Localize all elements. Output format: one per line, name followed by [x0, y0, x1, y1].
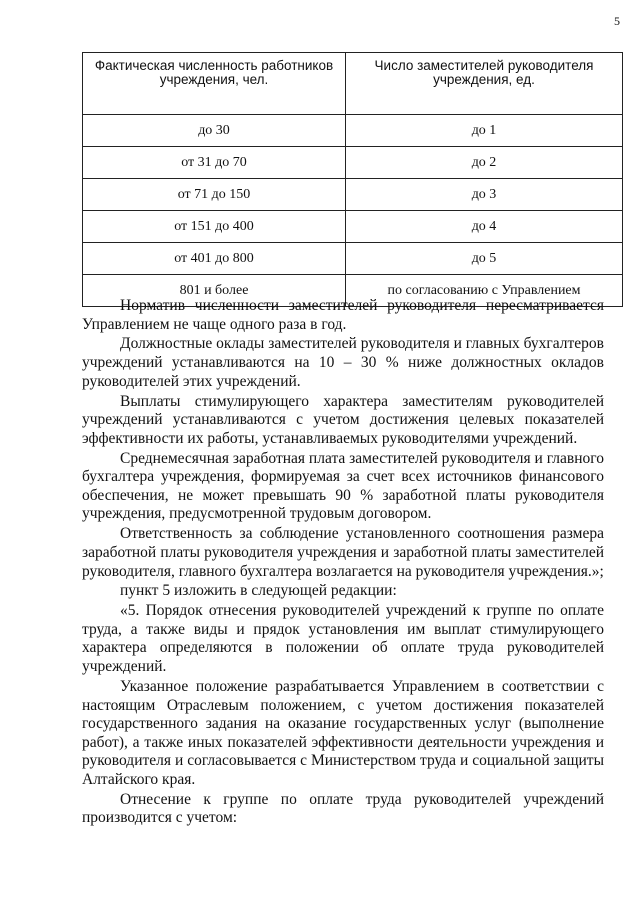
table-row: [83, 211, 623, 243]
staff-range-cell: 801 и более: [83, 275, 346, 307]
paragraph-official-salaries: Должностные оклады заместителей руководителя и главных бухгалтеров учреждений устанавливаются на 10 – 30 % ниже должностных окладов руководителей этих учреждений.: [82, 335, 604, 390]
paragraph-staffing-norm: Норматив численности заместителей руководителя пересматривается Управлением не чаще одного раза в год.: [82, 297, 604, 333]
staff-range-cell: от 71 до 150: [83, 179, 346, 211]
paragraph-clause-5: «5. Порядок отнесения руководителей учреждений к группе по оплате труда, а также виды и прядок установления им выплат стимулирующего характера определяются в положении об оплате труда руководителей учреждений.: [82, 602, 604, 676]
table-row: [83, 147, 623, 179]
document-body: [82, 297, 604, 829]
table-row: [83, 115, 623, 147]
deputy-limit-cell: до 1: [346, 115, 623, 147]
deputy-limit-cell: до 3: [346, 179, 623, 211]
deputy-limit-cell: до 4: [346, 211, 623, 243]
staff-range-cell: до 30: [83, 115, 346, 147]
deputy-limit-cell: до 2: [346, 147, 623, 179]
paragraph-amendment-intro: пункт 5 изложить в следующей редакции:: [120, 582, 397, 600]
deputy-limit-cell: до 5: [346, 243, 623, 275]
paragraph-incentive-payments: Выплаты стимулирующего характера заместителям руководителей учреждений устанавливаются с учетом достижения целевых показателей эффективности их работы, устанавливаемых руководителями учреждений.: [82, 392, 604, 447]
table-row: [83, 243, 623, 275]
deputy-limit-cell: по согласованию с Управлением: [346, 275, 623, 307]
staff-range-cell: от 31 до 70: [83, 147, 346, 179]
staff-range-cell: от 401 до 800: [83, 243, 346, 275]
header-staff-count: Фактическая численность работников учреждения, чел.: [83, 53, 346, 115]
paragraph-regulation-development: Указанное положение разрабатывается Управлением в соответствии с настоящим Отраслевым положением, с учетом достижения показателей государственного задания на оказание государственных услуг (выполнение работ), а также иных показателей эффективности деятельности учреждения и руководителя и согласовывается с Министерством труда и социальной защиты Алтайского края.: [82, 677, 604, 788]
paragraph-pay-group-criteria: Отнесение к группе по оплате труда руководителей учреждений производится с учетом:: [82, 790, 604, 827]
header-deputy-count: Число заместителей руководителя учреждения, ед.: [346, 53, 623, 115]
table-header-row: [83, 53, 623, 115]
table-row: [83, 179, 623, 211]
deputy-ratio-table: [82, 52, 623, 307]
paragraph-average-salary: Среднемесячная заработная плата заместителей руководителя и главного бухгалтера учреждения, формируемая за счет всех источников финансового обеспечения, не может превышать 90 % заработной платы руководителя учреждения, предусмотренной трудовым договором.: [82, 449, 604, 523]
paragraph-responsibility: Ответственность за соблюдение установленного соотношения размера заработной платы руководителя учреждения и заработной платы заместителей руководителя, главного бухгалтера возлагается на руководителя учреждения.»;: [82, 525, 604, 580]
staff-range-cell: от 151 до 400: [83, 211, 346, 243]
page-number: 5: [614, 14, 620, 28]
